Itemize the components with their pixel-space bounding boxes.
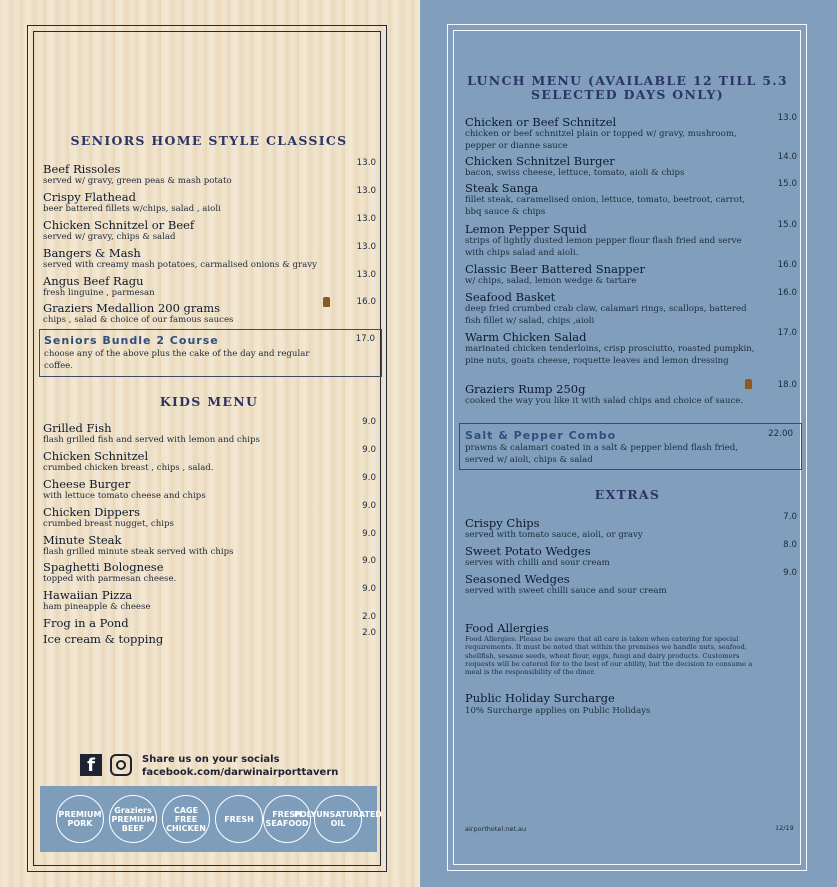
item-price: 2.0 <box>362 612 376 622</box>
item-price: 13.0 <box>777 113 797 123</box>
item-desc: chips , salad & choice of our famous sauces <box>43 315 234 325</box>
item-name: Classic Beer Battered Snapper <box>465 262 645 276</box>
instagram-icon[interactable] <box>110 754 132 776</box>
item-desc: crumbed chicken breast , chips , salad. <box>43 463 214 473</box>
item-desc: ham pineapple & cheese <box>43 602 151 612</box>
seniors-title: SENIORS HOME STYLE CLASSICS <box>70 133 348 148</box>
item-desc: with lettuce tomato cheese and chips <box>43 491 206 501</box>
menu-item <box>43 274 343 300</box>
item-desc: flash grilled minute steak served with chips <box>43 547 234 557</box>
bundle-desc: choose any of the above plus the cake of the day and regular coffee. <box>44 349 310 371</box>
chef-recommended-icon <box>323 297 330 307</box>
facebook-icon[interactable]: f <box>80 754 102 776</box>
seniors-bundle-box <box>39 329 382 377</box>
allergies-title: Food Allergies <box>465 621 549 635</box>
menu-item <box>43 588 343 614</box>
item-name: Lemon Pepper Squid <box>465 222 587 236</box>
item-desc: served with tomato sauce, aioli, or gravy <box>465 530 643 540</box>
menu-item <box>43 246 343 272</box>
item-name: Chicken Schnitzel or Beef <box>43 218 195 232</box>
menu-item <box>465 115 757 152</box>
item-desc: served w/ gravy, green peas & mash potato <box>43 176 232 186</box>
menu-item <box>43 560 343 586</box>
item-price: 16.0 <box>777 260 797 270</box>
item-price: 9.0 <box>362 556 376 566</box>
allergies-text: Food Allergies: Please be aware that all care is taken when catering for special requirements. It must be noted that within the premises we handle nuts, seafood, shellfish, sesame seeds, wheat flour, eggs, fungi and dairy products. Customers requests will be catered for to the best of our ability, but the decision to consume a meal is the responsibility of the diner. <box>465 635 753 677</box>
menu-item <box>465 572 757 598</box>
item-price: 13.0 <box>356 214 376 224</box>
item-name: Chicken Dippers <box>43 505 140 519</box>
item-desc: bacon, swiss cheese, lettuce, tomato, aioli & chips <box>465 168 685 178</box>
bundle-name: Seniors Bundle 2 Course <box>44 334 219 347</box>
item-price: 9.0 <box>362 473 376 483</box>
item-desc: serves with chilli and sour cream <box>465 558 610 568</box>
item-desc: flash grilled fish and served with lemon and chips <box>43 435 260 445</box>
social-line-1: Share us on your socials <box>142 754 280 765</box>
menu-item <box>43 162 343 188</box>
item-name: Crispy Flathead <box>43 190 136 204</box>
item-price: 15.0 <box>777 220 797 230</box>
item-desc: marinated chicken tenderloins, crisp prosciutto, roasted pumpkin, pine nuts, goats cheese, roquette leaves and lemon dressing <box>465 344 755 366</box>
surcharge-title: Public Holiday Surcharge <box>465 691 615 705</box>
item-price: 16.0 <box>777 288 797 298</box>
item-price: 15.0 <box>777 179 797 189</box>
item-price: 8.0 <box>783 540 797 550</box>
item-desc: topped with parmesan cheese. <box>43 574 177 584</box>
item-price: 13.0 <box>356 242 376 252</box>
item-name: Graziers Medallion 200 grams <box>43 301 221 315</box>
item-name: Spaghetti Bolognese <box>43 560 164 574</box>
combo-desc: prawns & calamari coated in a salt & pepper blend flash fried, served w/ aioli, chips & salad <box>465 443 738 465</box>
item-price: 18.0 <box>777 380 797 390</box>
menu-item <box>43 449 343 475</box>
surcharge-text: 10% Surcharge applies on Public Holidays <box>465 706 651 716</box>
item-price: 16.0 <box>356 297 376 307</box>
fish-icon: FRESH SEAFOOD <box>263 795 311 843</box>
item-price: 2.0 <box>362 628 376 638</box>
item-price: 13.0 <box>356 158 376 168</box>
item-name: Angus Beef Ragu <box>43 274 144 288</box>
menu-item <box>43 301 343 327</box>
menu-item <box>465 154 757 180</box>
menu-item <box>43 218 343 244</box>
menu-item <box>465 382 757 408</box>
item-name: Frog in a Pond <box>43 616 129 630</box>
leaf-icon: FRESH <box>215 795 263 843</box>
chef-recommended-icon <box>745 379 752 389</box>
item-price: 9.0 <box>362 417 376 427</box>
item-price: 7.0 <box>783 512 797 522</box>
item-desc: cooked the way you like it with salad chips and choice of sauce. <box>465 396 744 406</box>
combo-price: 22.00 <box>768 429 793 439</box>
item-price: 9.0 <box>362 501 376 511</box>
menu-item <box>465 262 757 288</box>
menu-item <box>43 477 343 503</box>
item-name: Bangers & Mash <box>43 246 141 260</box>
item-desc: crumbed breast nugget, chips <box>43 519 174 529</box>
menu-item <box>465 290 757 327</box>
combo-name: Salt & Pepper Combo <box>465 429 617 442</box>
item-name: Sweet Potato Wedges <box>465 544 591 558</box>
item-desc: served with sweet chilli sauce and sour cream <box>465 586 667 596</box>
item-desc: chicken or beef schnitzel plain or topped w/ gravy, mushroom, pepper or dianne sauce <box>465 129 737 151</box>
item-desc: w/ chips, salad, lemon wedge & tartare <box>465 276 637 286</box>
item-name: Crispy Chips <box>465 516 540 530</box>
menu-item <box>43 190 343 216</box>
quality-badges <box>40 786 383 852</box>
item-price: 9.0 <box>362 445 376 455</box>
extras-title: EXTRAS <box>594 487 661 502</box>
item-name: Minute Steak <box>43 533 122 547</box>
menu-item <box>465 330 757 367</box>
item-name: Graziers Rump 250g <box>465 382 586 396</box>
menu-item <box>43 632 343 646</box>
menu-item <box>465 222 757 259</box>
gear-badge-icon: PREMIUM PORK <box>56 795 104 843</box>
social-link[interactable]: facebook.com/darwinairporttavern <box>142 767 339 778</box>
item-name: Chicken Schnitzel <box>43 449 149 463</box>
item-name: Warm Chicken Salad <box>465 330 587 344</box>
kids-title: KIDS MENU <box>159 394 259 409</box>
item-price: 14.0 <box>777 152 797 162</box>
item-price: 13.0 <box>356 270 376 280</box>
menu-item <box>465 544 757 570</box>
item-name: Grilled Fish <box>43 421 112 435</box>
menu-item <box>43 533 343 559</box>
bundle-price: 17.0 <box>355 334 375 344</box>
item-desc: served with creamy mash potatoes, carmalised onions & gravy <box>43 260 317 270</box>
menu-item <box>465 516 757 542</box>
item-price: 9.0 <box>362 584 376 594</box>
chicken-icon: CAGE FREE CHICKEN <box>162 795 210 843</box>
menu-item <box>43 421 343 447</box>
lunch-title: LUNCH MENU (AVAILABLE 12 TILL 5.3 SELECTED DAYS ONLY) <box>467 73 788 102</box>
item-name: Steak Sanga <box>465 181 539 195</box>
item-price: 9.0 <box>362 529 376 539</box>
menu-item <box>43 505 343 531</box>
menu-item <box>43 616 343 630</box>
item-name: Cheese Burger <box>43 477 131 491</box>
item-name: Beef Rissoles <box>43 162 121 176</box>
menu-item <box>465 181 757 218</box>
item-desc: fillet steak, caramelised onion, lettuce, tomato, beetroot, carrot, bbq sauce & chips <box>465 195 746 217</box>
item-name: Chicken Schnitzel Burger <box>465 154 615 168</box>
item-desc: deep fried crumbed crab claw, calamari rings, scallops, battered fish fillet w/ salad, chips ,aioli <box>465 304 747 326</box>
item-price: 13.0 <box>356 186 376 196</box>
website[interactable]: airporthotel.net.au <box>465 825 527 833</box>
item-name: Seasoned Wedges <box>465 572 570 586</box>
drop-icon: POLYUNSATURATED OIL <box>314 795 362 843</box>
item-desc: strips of lightly dusted lemon pepper flour flash fried and serve with chips salad and aioli. <box>465 236 742 258</box>
menu-code: 12/19 <box>775 824 794 832</box>
item-name: Chicken or Beef Schnitzel <box>465 115 617 129</box>
item-desc: beer battered fillets w/chips, salad , aioli <box>43 204 221 214</box>
item-price: 9.0 <box>783 568 797 578</box>
badge-icon: Graziers PREMIUM BEEF <box>109 795 157 843</box>
item-desc: fresh linguine , parmesan <box>43 288 155 298</box>
combo-box <box>459 423 802 470</box>
item-desc: served w/ gravy, chips & salad <box>43 232 176 242</box>
lunch-panel <box>420 0 837 887</box>
item-name: Seafood Basket <box>465 290 556 304</box>
social-text <box>142 753 338 779</box>
item-price: 17.0 <box>777 328 797 338</box>
item-name: Hawaiian Pizza <box>43 588 133 602</box>
item-name: Ice cream & topping <box>43 632 164 646</box>
